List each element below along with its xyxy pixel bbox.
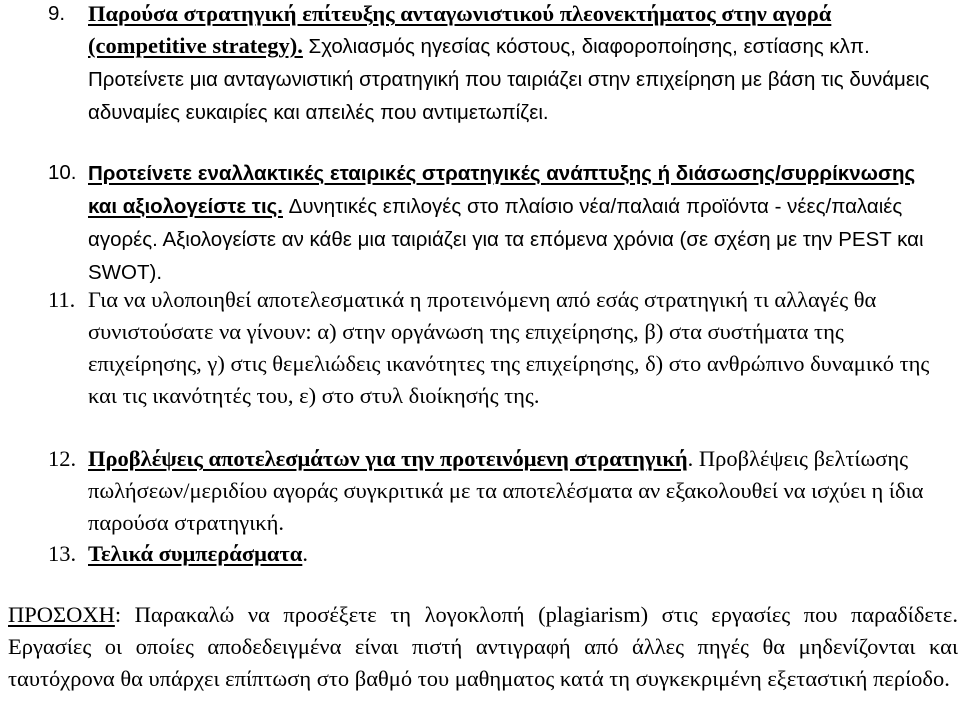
notice-label: ΠΡΟΣΟΧΗ xyxy=(8,602,115,627)
item-title: Προτείνετε εναλλακτικές εταιρικές στρατηγικές ανάπτυξης ή διάσωσης/συρρίκνωσης και αξιολογείστε τις. xyxy=(88,162,916,218)
item-number: 11. xyxy=(48,287,76,312)
item-number: 10. xyxy=(48,161,77,184)
item-body: Σχολιασμός ηγεσίας κόστους, διαφοροποίησης, εστίασης κλπ. Προτείνετε μια ανταγωνιστική στρατηγική που ταιριάζει στην επιχείρηση με βάση τις δυνάμεις αδυναμίες ευκαιρίες και απειλές που αντιμετωπίζει. xyxy=(88,35,930,124)
item-body: Για να υλοποιηθεί αποτελεσματικά η προτεινόμενη από εσάς στρατηγική τι αλλαγές θα συνιστούσατε να γίνουν: α) στην οργάνωση της επιχείρησης, β) στα συστήματα της επιχείρησης, γ) στις θεμελιώδεις ικανότητες της επιχείρησης, δ) στο ανθρώπινο δυναμικό της και τις ικανότητές του, ε) στο στυλ διοίκησής της. xyxy=(88,287,930,408)
item-title: Παρούσα στρατηγική επίτευξης ανταγωνιστικού πλεονεκτήματος στην αγορά (competitive strategy). xyxy=(88,1,832,58)
item-body: Προβλέψεις βελτίωσης πωλήσεων/μεριδίου αγοράς συγκριτικά με τα αποτελέσματα αν εξακολουθεί να ισχύει η ίδια παρούσα στρατηγική. xyxy=(88,446,924,535)
item-title-suffix: . xyxy=(687,446,694,471)
item-title: Προβλέψεις αποτελεσμάτων για την προτεινόμενη στρατηγική xyxy=(88,446,688,471)
item-number: 9. xyxy=(48,2,66,25)
list-item-12 xyxy=(0,443,960,539)
item-title-suffix: . xyxy=(302,541,308,566)
item-number: 12. xyxy=(48,446,77,471)
list-item-13 xyxy=(0,538,960,570)
item-title: Τελικά συμπεράσματα xyxy=(88,541,303,566)
list-item-11 xyxy=(0,284,960,412)
item-number: 13. xyxy=(48,541,77,566)
notice-text: : Παρακαλώ να προσέξετε τη λογοκλοπή (plagiarism) στις εργασίες που παραδίδετε. Εργασίες οι οποίες αποδεδειγμένα είναι πιστή αντιγραφή από άλλες πηγές θα μηδενίζονται και ταυτόχρονα θα υπάρχει επίπτωση στο βαθμό του μαθηματος κατά τη συγκεκριμένη εξεταστική περίοδο. xyxy=(8,602,958,691)
list-item-10 xyxy=(0,157,960,289)
list-item-9 xyxy=(0,0,960,129)
plagiarism-notice xyxy=(8,599,958,695)
item-body: Δυνητικές επιλογές στο πλαίσιο νέα/παλαιά προϊόντα - νέες/παλαιές αγορές. Αξιολογείστε αν κάθε μια ταιριάζει για τα επόμενα χρόνια (σε σχέση με την PEST και SWOT). xyxy=(88,195,924,284)
